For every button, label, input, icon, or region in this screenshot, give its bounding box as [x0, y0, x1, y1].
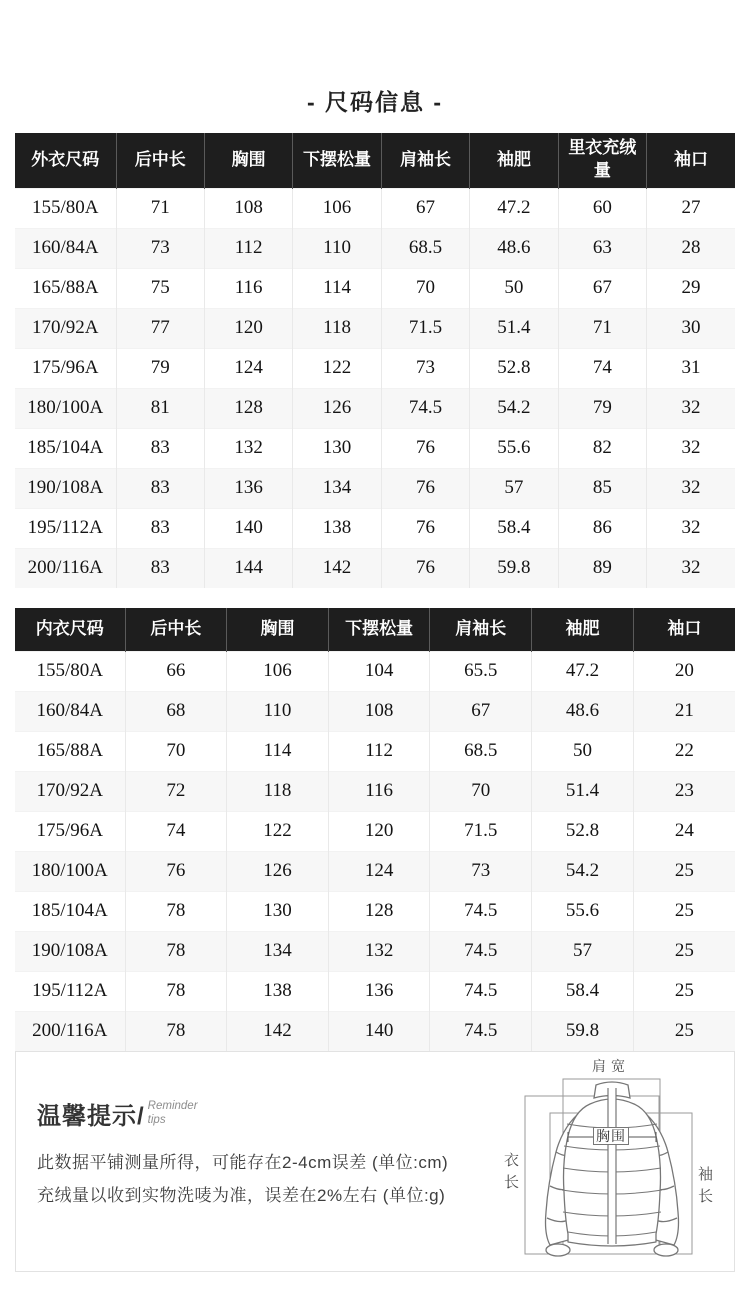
size-cell: 160/84A [15, 228, 116, 268]
table-row [15, 691, 735, 731]
size-cell: 180/100A [15, 388, 116, 428]
header-cell: 里衣充绒量 [558, 133, 646, 188]
table-row [15, 1011, 735, 1051]
left-cuff [546, 1244, 570, 1256]
chest-label: 胸围 [593, 1127, 629, 1145]
value-cell: 55.6 [470, 428, 558, 468]
value-cell: 81 [116, 388, 204, 428]
size-cell: 155/80A [15, 188, 116, 228]
value-cell: 74.5 [430, 1011, 532, 1051]
value-cell: 68.5 [430, 731, 532, 771]
value-cell: 76 [125, 851, 227, 891]
value-cell: 144 [204, 548, 292, 588]
value-cell: 28 [647, 228, 735, 268]
table-row [15, 468, 735, 508]
value-cell: 112 [204, 228, 292, 268]
value-cell: 83 [116, 468, 204, 508]
value-cell: 86 [558, 508, 646, 548]
value-cell: 83 [116, 428, 204, 468]
table-row [15, 651, 735, 691]
value-cell: 134 [227, 931, 329, 971]
value-cell: 140 [204, 508, 292, 548]
value-cell: 132 [328, 931, 430, 971]
value-cell: 114 [293, 268, 381, 308]
value-cell: 134 [293, 468, 381, 508]
size-cell: 190/108A [15, 931, 125, 971]
right-cuff [654, 1244, 678, 1256]
value-cell: 32 [647, 388, 735, 428]
value-cell: 78 [125, 931, 227, 971]
value-cell: 120 [204, 308, 292, 348]
value-cell: 74.5 [430, 891, 532, 931]
value-cell: 110 [227, 691, 329, 731]
value-cell: 50 [470, 268, 558, 308]
value-cell: 74 [558, 348, 646, 388]
inner-size-table [15, 608, 735, 1051]
value-cell: 74.5 [430, 931, 532, 971]
size-cell: 185/104A [15, 428, 116, 468]
value-cell: 70 [125, 731, 227, 771]
value-cell: 76 [381, 548, 469, 588]
value-cell: 25 [633, 1011, 735, 1051]
value-cell: 112 [328, 731, 430, 771]
value-cell: 130 [227, 891, 329, 931]
reminder-line-1: 此数据平铺测量所得，可能存在2-4cm误差 (单位:cm) [37, 1153, 449, 1172]
value-cell: 140 [328, 1011, 430, 1051]
value-cell: 21 [633, 691, 735, 731]
value-cell: 47.2 [470, 188, 558, 228]
value-cell: 118 [227, 771, 329, 811]
jacket-diagram-svg [498, 1058, 728, 1266]
page-title: - 尺码信息 - [306, 89, 444, 115]
value-cell: 20 [633, 651, 735, 691]
size-cell: 190/108A [15, 468, 116, 508]
value-cell: 22 [633, 731, 735, 771]
value-cell: 67 [381, 188, 469, 228]
value-cell: 124 [328, 851, 430, 891]
header-cell: 袖口 [647, 133, 735, 188]
value-cell: 136 [328, 971, 430, 1011]
size-cell: 160/84A [15, 691, 125, 731]
value-cell: 66 [125, 651, 227, 691]
value-cell: 136 [204, 468, 292, 508]
value-cell: 124 [204, 348, 292, 388]
header-row [15, 133, 735, 188]
value-cell: 58.4 [470, 508, 558, 548]
value-cell: 128 [204, 388, 292, 428]
value-cell: 104 [328, 651, 430, 691]
value-cell: 54.2 [532, 851, 634, 891]
value-cell: 79 [116, 348, 204, 388]
value-cell: 54.2 [470, 388, 558, 428]
table-row [15, 308, 735, 348]
size-cell: 200/116A [15, 548, 116, 588]
value-cell: 32 [647, 428, 735, 468]
value-cell: 32 [647, 508, 735, 548]
header-cell: 肩袖长 [381, 133, 469, 188]
shoulder-width-label: 肩宽 [589, 1059, 633, 1073]
value-cell: 25 [633, 891, 735, 931]
value-cell: 76 [381, 468, 469, 508]
table-row [15, 228, 735, 268]
value-cell: 68.5 [381, 228, 469, 268]
value-cell: 27 [647, 188, 735, 228]
reminder-subtitle [148, 1096, 198, 1128]
header-cell: 外衣尺码 [15, 133, 116, 188]
value-cell: 74.5 [381, 388, 469, 428]
value-cell: 67 [430, 691, 532, 731]
reminder-subtitle-line2: tips [147, 1113, 166, 1126]
value-cell: 23 [633, 771, 735, 811]
table-row [15, 771, 735, 811]
size-cell: 180/100A [15, 851, 125, 891]
value-cell: 29 [647, 268, 735, 308]
table-row [15, 891, 735, 931]
value-cell: 118 [293, 308, 381, 348]
value-cell: 122 [227, 811, 329, 851]
value-cell: 122 [293, 348, 381, 388]
value-cell: 68 [125, 691, 227, 731]
value-cell: 72 [125, 771, 227, 811]
value-cell: 78 [125, 891, 227, 931]
value-cell: 71 [116, 188, 204, 228]
value-cell: 57 [532, 931, 634, 971]
header-cell: 内衣尺码 [15, 608, 125, 651]
table-row [15, 811, 735, 851]
table-row [15, 971, 735, 1011]
value-cell: 47.2 [532, 651, 634, 691]
value-cell: 114 [227, 731, 329, 771]
value-cell: 51.4 [532, 771, 634, 811]
value-cell: 31 [647, 348, 735, 388]
header-cell: 胸围 [227, 608, 329, 651]
table-row [15, 388, 735, 428]
value-cell: 55.6 [532, 891, 634, 931]
value-cell: 132 [204, 428, 292, 468]
value-cell: 78 [125, 971, 227, 1011]
value-cell: 24 [633, 811, 735, 851]
value-cell: 76 [381, 508, 469, 548]
value-cell: 108 [204, 188, 292, 228]
value-cell: 71.5 [381, 308, 469, 348]
header-cell: 下摆松量 [293, 133, 381, 188]
table-row [15, 508, 735, 548]
value-cell: 130 [293, 428, 381, 468]
value-cell: 85 [558, 468, 646, 508]
value-cell: 120 [328, 811, 430, 851]
value-cell: 70 [381, 268, 469, 308]
table-row [15, 931, 735, 971]
reminder-subtitle-line1: Reminder [147, 1100, 198, 1112]
value-cell: 126 [293, 388, 381, 428]
header-cell: 袖口 [633, 608, 735, 651]
table-row [15, 268, 735, 308]
value-cell: 138 [227, 971, 329, 1011]
table-row [15, 731, 735, 771]
outer-size-table [15, 133, 735, 588]
value-cell: 83 [116, 548, 204, 588]
value-cell: 60 [558, 188, 646, 228]
jacket-measurement-diagram [498, 1058, 728, 1266]
value-cell: 57 [470, 468, 558, 508]
header-row [15, 608, 735, 651]
size-cell: 170/92A [15, 771, 125, 811]
value-cell: 142 [293, 548, 381, 588]
value-cell: 106 [293, 188, 381, 228]
value-cell: 110 [293, 228, 381, 268]
size-cell: 185/104A [15, 891, 125, 931]
header-cell: 肩袖长 [430, 608, 532, 651]
value-cell: 70 [430, 771, 532, 811]
value-cell: 75 [116, 268, 204, 308]
table-row [15, 348, 735, 388]
value-cell: 83 [116, 508, 204, 548]
value-cell: 59.8 [532, 1011, 634, 1051]
value-cell: 126 [227, 851, 329, 891]
header-cell: 胸围 [204, 133, 292, 188]
size-cell: 155/80A [15, 651, 125, 691]
reminder-section [15, 1051, 735, 1272]
value-cell: 51.4 [470, 308, 558, 348]
value-cell: 71.5 [430, 811, 532, 851]
value-cell: 138 [293, 508, 381, 548]
header-cell: 后中长 [125, 608, 227, 651]
value-cell: 142 [227, 1011, 329, 1051]
reminder-text [37, 1146, 448, 1212]
value-cell: 67 [558, 268, 646, 308]
size-cell: 175/96A [15, 348, 116, 388]
value-cell: 52.8 [532, 811, 634, 851]
size-cell: 165/88A [15, 731, 125, 771]
value-cell: 116 [204, 268, 292, 308]
value-cell: 30 [647, 308, 735, 348]
value-cell: 73 [381, 348, 469, 388]
table-row [15, 428, 735, 468]
value-cell: 108 [328, 691, 430, 731]
size-cell: 175/96A [15, 811, 125, 851]
header-cell: 后中长 [116, 133, 204, 188]
sleeve-length-label: 袖长 [696, 1166, 713, 1210]
value-cell: 50 [532, 731, 634, 771]
value-cell: 73 [116, 228, 204, 268]
value-cell: 128 [328, 891, 430, 931]
value-cell: 32 [647, 548, 735, 588]
value-cell: 58.4 [532, 971, 634, 1011]
value-cell: 73 [430, 851, 532, 891]
size-cell: 170/92A [15, 308, 116, 348]
value-cell: 63 [558, 228, 646, 268]
garment-length-label: 衣长 [502, 1152, 519, 1196]
value-cell: 25 [633, 931, 735, 971]
value-cell: 76 [381, 428, 469, 468]
value-cell: 79 [558, 388, 646, 428]
value-cell: 77 [116, 308, 204, 348]
value-cell: 25 [633, 971, 735, 1011]
reminder-line-2: 充绒量以收到实物洗唛为准，误差在2%左右 (单位:g) [37, 1186, 446, 1206]
size-cell: 195/112A [15, 971, 125, 1011]
header-cell: 袖肥 [532, 608, 634, 651]
value-cell: 71 [558, 308, 646, 348]
size-cell: 165/88A [15, 268, 116, 308]
value-cell: 59.8 [470, 548, 558, 588]
value-cell: 106 [227, 651, 329, 691]
value-cell: 74.5 [430, 971, 532, 1011]
table-row [15, 188, 735, 228]
value-cell: 74 [125, 811, 227, 851]
value-cell: 65.5 [430, 651, 532, 691]
header-cell: 袖肥 [470, 133, 558, 188]
value-cell: 48.6 [470, 228, 558, 268]
value-cell: 25 [633, 851, 735, 891]
value-cell: 32 [647, 468, 735, 508]
header-cell: 下摆松量 [328, 608, 430, 651]
size-cell: 195/112A [15, 508, 116, 548]
value-cell: 82 [558, 428, 646, 468]
value-cell: 116 [328, 771, 430, 811]
reminder-heading [37, 1096, 198, 1131]
value-cell: 89 [558, 548, 646, 588]
value-cell: 78 [125, 1011, 227, 1051]
table-row [15, 548, 735, 588]
table-row [15, 851, 735, 891]
size-cell: 200/116A [15, 1011, 125, 1051]
value-cell: 48.6 [532, 691, 634, 731]
value-cell: 52.8 [470, 348, 558, 388]
reminder-title: 温馨提示/ [37, 1103, 145, 1130]
